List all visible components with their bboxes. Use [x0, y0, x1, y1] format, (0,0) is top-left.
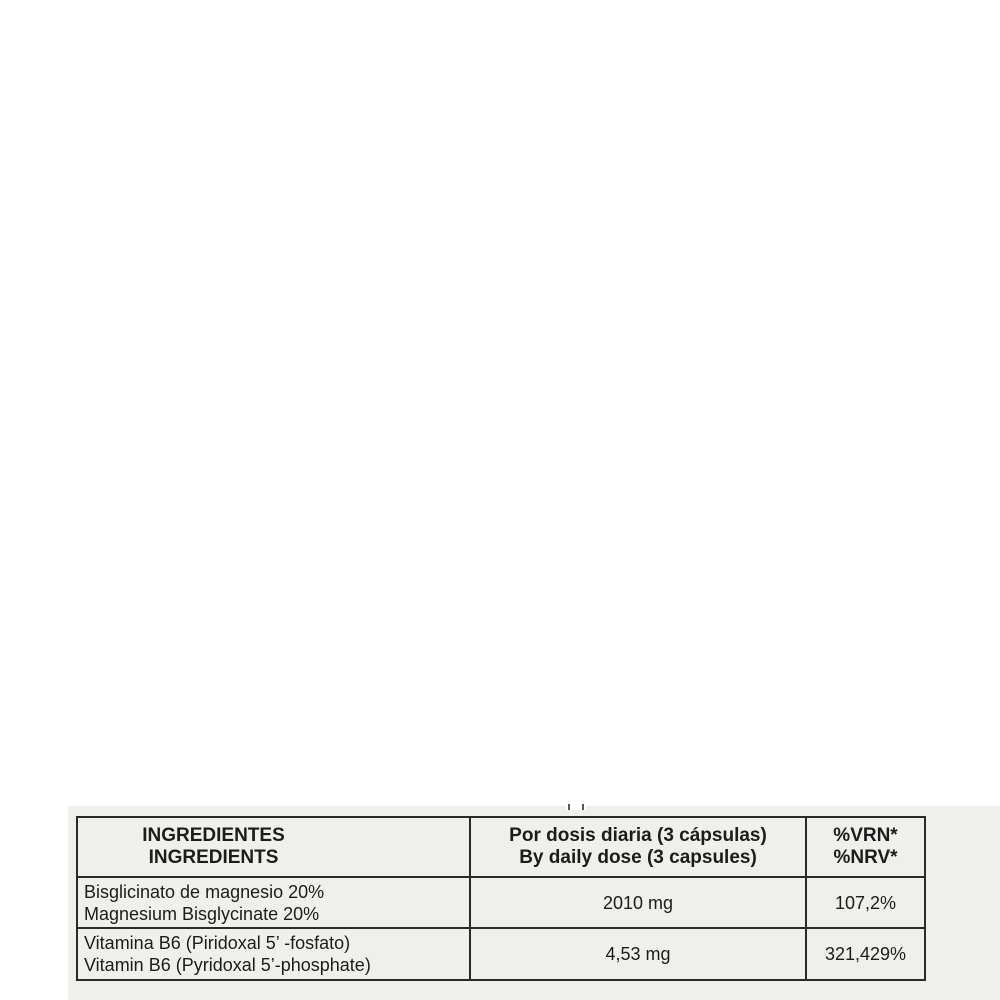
header-dose-en: By daily dose (3 capsules)	[519, 847, 757, 868]
header-daily-dose	[470, 817, 806, 877]
ingredient-cell	[77, 928, 470, 980]
ingredient-name-es: Bisglicinato de magnesio 20%	[84, 881, 325, 902]
nrv-cell: 107,2%	[806, 877, 925, 928]
header-dose-es: Por dosis diaria (3 cápsulas)	[509, 825, 767, 846]
nrv-cell: 321,429%	[806, 928, 925, 980]
notch-mark-right	[582, 804, 584, 810]
header-ingredients-es: INGREDIENTES	[142, 825, 285, 846]
dose-cell: 4,53 mg	[470, 928, 806, 980]
ingredient-name-en: Vitamin B6 (Pyridoxal 5’-phosphate)	[84, 955, 371, 975]
dose-cell: 2010 mg	[470, 877, 806, 928]
ingredient-name-en: Magnesium Bisglycinate 20%	[84, 903, 320, 924]
header-nrv-en: %NRV*	[833, 847, 898, 868]
header-vrn: %VRN*	[833, 825, 898, 846]
table-header-row	[77, 817, 925, 877]
header-ingredients-en: INGREDIENTS	[148, 847, 279, 868]
header-nrv	[806, 817, 925, 877]
header-ingredients	[77, 817, 470, 877]
nutrition-table	[76, 816, 926, 981]
table-row	[77, 877, 925, 928]
ingredient-cell	[77, 877, 470, 928]
table-row	[77, 928, 925, 980]
notch-mark-left	[568, 804, 570, 810]
panel-edge-notch	[566, 800, 586, 810]
ingredient-name-es: Vitamina B6 (Piridoxal 5’ -fosfato)	[84, 933, 351, 953]
